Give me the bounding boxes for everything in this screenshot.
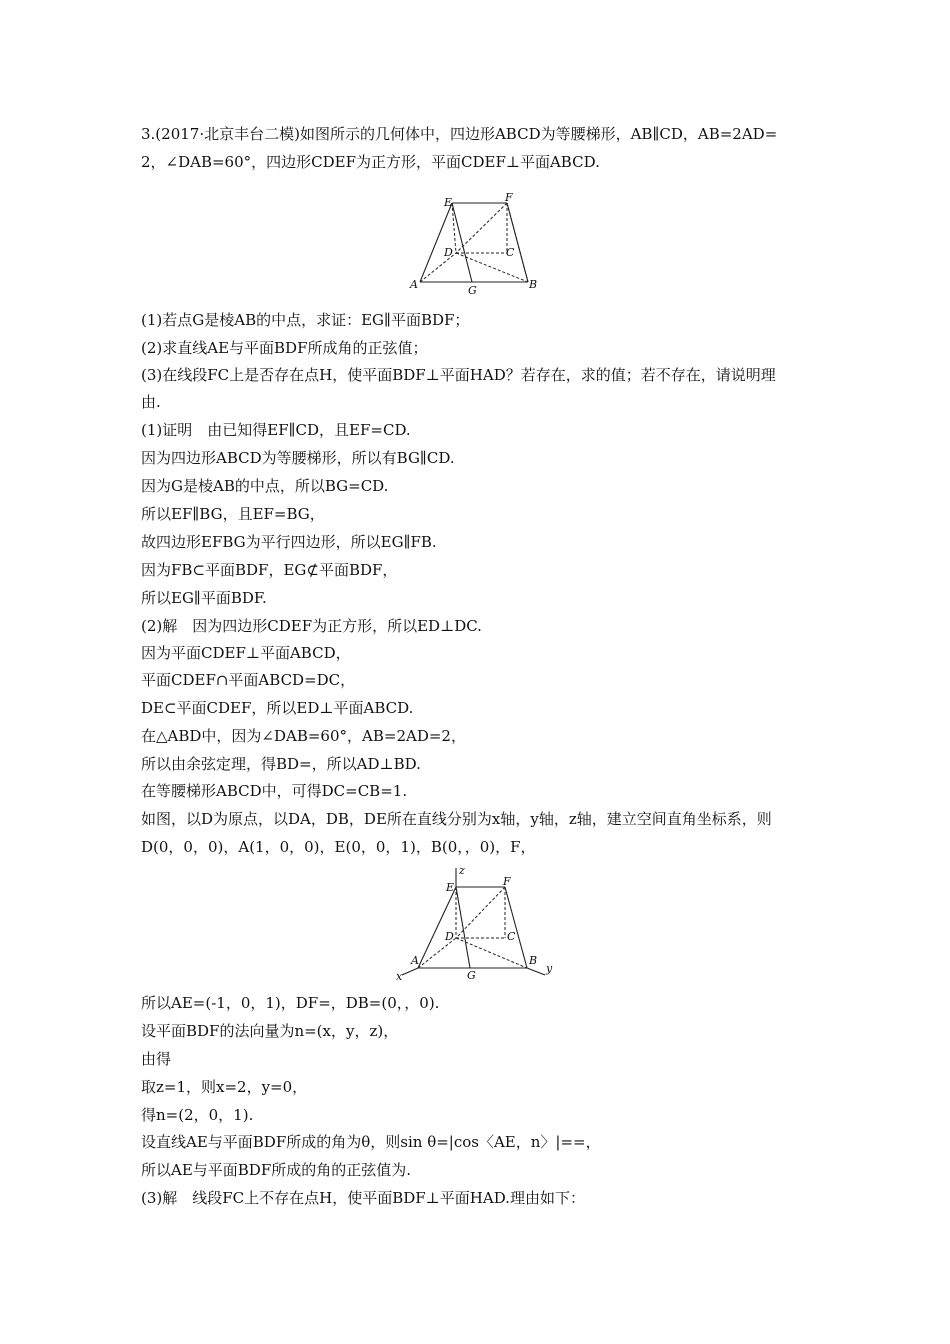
solution-line: 因为四边形ABCD为等腰梯形，所以有BG∥CD. <box>141 449 455 467</box>
question-3-cont: 由. <box>141 393 161 411</box>
question-1: (1)若点G是棱AB的中点，求证：EG∥平面BDF； <box>141 311 470 329</box>
label-x: x <box>396 970 403 983</box>
label-B: B <box>529 278 538 291</box>
label-F: F <box>503 875 511 888</box>
solution-line: 因为平面CDEF⊥平面ABCD， <box>141 644 351 662</box>
solution-line: 因为G是棱AB的中点，所以BG=CD. <box>141 477 389 495</box>
label-z: z <box>459 864 465 877</box>
problem-line-2: 2，∠DAB=60°，四边形CDEF为正方形，平面CDEF⊥平面ABCD. <box>141 153 600 171</box>
question-2: (2)求直线AE与平面BDF所成角的正弦值； <box>141 339 428 357</box>
solution-line: 所以AE=(-1，0，1)，DF=，DB=(0，，0). <box>141 994 440 1012</box>
label-C: C <box>507 930 516 943</box>
label-D: D <box>445 930 454 943</box>
label-A: A <box>410 278 418 291</box>
problem-line-1: 3.(2017·北京丰台二模)如图所示的几何体中，四边形ABCD为等腰梯形，AB∥CD，AB=2AD= <box>141 125 778 143</box>
solution-line: 在△ABD中，因为∠DAB=60°，AB=2AD=2， <box>141 727 466 745</box>
solution-line: (1)证明 由已知得EF∥CD，且EF=CD. <box>141 421 411 439</box>
solution-line: (2)解 因为四边形CDEF为正方形，所以ED⊥DC. <box>141 617 482 635</box>
label-G: G <box>468 284 477 295</box>
solution-line: 设平面BDF的法向量为n=(x，y，z)， <box>141 1022 399 1040</box>
label-E: E <box>444 196 453 209</box>
label-C: C <box>506 246 515 259</box>
label-A: A <box>411 954 419 967</box>
label-F: F <box>505 191 513 204</box>
geometry-figure-1 <box>400 190 550 295</box>
label-y: y <box>546 962 553 975</box>
solution-line: 所以EF∥BG，且EF=BG， <box>141 505 325 523</box>
label-B: B <box>529 954 538 967</box>
solution-line: 如图，以D为原点，以DA，DB，DE所在直线分别为x轴，y轴，z轴，建立空间直角坐标系，则 <box>141 810 772 828</box>
solution-line: 因为FB⊂平面BDF，EG⊄平面BDF， <box>141 561 398 579</box>
solution-line: 平面CDEF∩平面ABCD=DC， <box>141 671 356 689</box>
solution-line: 得n=(2，0，1). <box>141 1106 254 1124</box>
solution-line: 故四边形EFBG为平行四边形，所以EG∥FB. <box>141 533 437 551</box>
solution-line: 由得 <box>141 1050 172 1068</box>
label-D: D <box>444 246 453 259</box>
solution-line: D(0，0，0)，A(1，0，0)，E(0，0，1)，B(0，，0)，F， <box>141 838 536 856</box>
solution-line: 所以AE与平面BDF所成的角的正弦值为. <box>141 1161 412 1179</box>
solution-line: 设直线AE与平面BDF所成的角为θ，则sin θ=|cos〈AE，n〉|==， <box>141 1133 601 1151</box>
solution-line: 所以由余弦定理，得BD=，所以AD⊥BD. <box>141 755 421 773</box>
geometry-figure-2 <box>390 864 560 984</box>
label-E: E <box>446 881 455 894</box>
solution-line: (3)解 线段FC上不存在点H，使平面BDF⊥平面HAD.理由如下： <box>141 1189 585 1207</box>
solution-line: 取z=1，则x=2，y=0， <box>141 1078 308 1096</box>
solution-line: 在等腰梯形ABCD中，可得DC=CB=1. <box>141 782 408 800</box>
label-G: G <box>467 969 476 982</box>
question-3: (3)在线段FC上是否存在点H，使平面BDF⊥平面HAD？若存在，求的值；若不存在，请说明理 <box>141 366 776 384</box>
solution-line: 所以EG∥平面BDF. <box>141 589 267 607</box>
solution-line: DE⊂平面CDEF，所以ED⊥平面ABCD. <box>141 699 414 717</box>
